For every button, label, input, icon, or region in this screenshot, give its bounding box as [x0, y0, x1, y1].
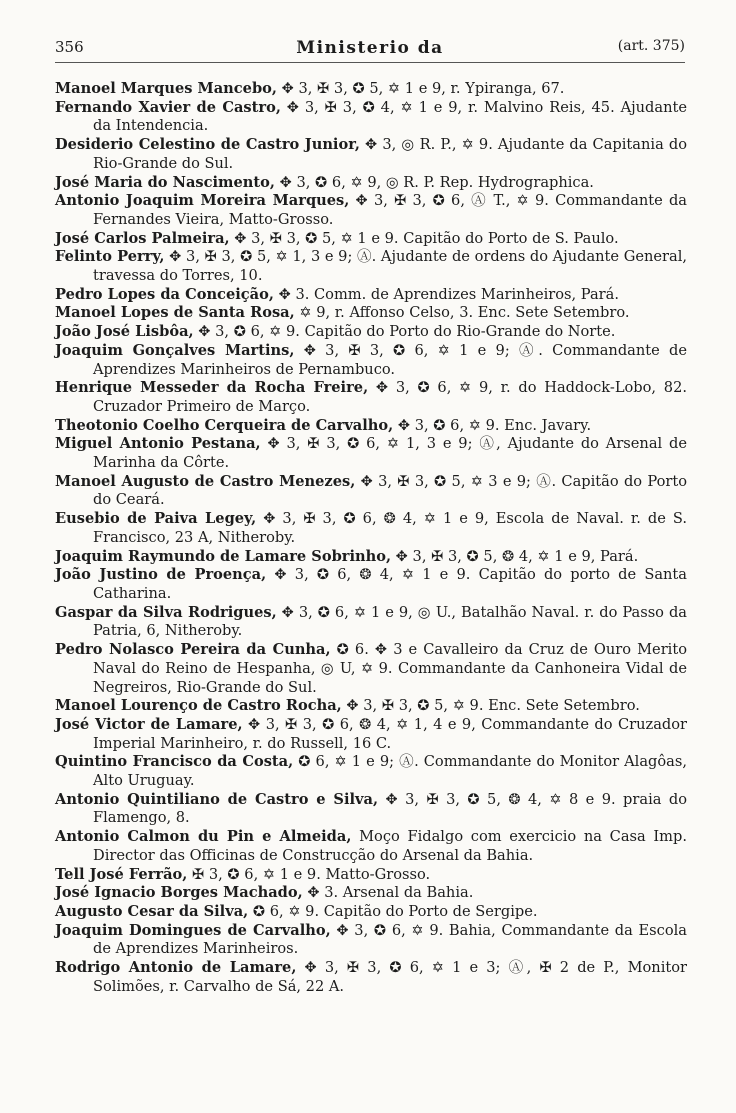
officer-name: Eusebio de Paiva Legey,	[55, 510, 257, 528]
officer-name: Miguel Antonio Pestana,	[55, 435, 261, 453]
officer-details: ✥ 3, ◎ R. P., ✡ 9. Ajudante da Capitania do Rio-Grande do Sul.	[93, 136, 687, 172]
officer-entry	[55, 566, 687, 603]
officer-details: ✥ 3, ✠ 3, ✪ 6, Ⓐ T., ✡ 9. Commandante da Fernandes Vieira, Matto-Grosso.	[93, 192, 687, 228]
officer-entry	[55, 473, 687, 510]
officer-details: ✥ 3, ✪ 6, ✡ 1 e 9, ◎ U., Batalhão Naval. r. do Passo da Patria, 6, Nitheroby.	[93, 603, 687, 640]
officer-name: Theotonio Coelho Cerqueira de Carvalho,	[55, 416, 394, 434]
officer-entry	[55, 641, 687, 697]
officer-details: ✥ 3, ✠ 3, ✪ 5, ✡ 1 e 9. Capitão do Porto de S. Paulo.	[229, 229, 619, 247]
officer-name: Pedro Nolasco Pereira da Cunha,	[55, 641, 331, 659]
officer-details: ✪ 6. ✥ 3 e Cavalleiro da Cruz de Ouro Merito Naval do Reino de Hespanha, ◎ U, ✡ 9. Commandante da Canhoneira Vidal de Negreiros, Rio-Grande do Sul.	[93, 641, 687, 696]
officer-details: ✥ 3, ✠ 3, ✪ 6, ✡ 1 e 3; Ⓐ, ✠ 2 de P., Monitor Solimões, r. Carvalho de Sá, 22 A.	[93, 959, 687, 995]
officer-details: ✠ 3, ✪ 6, ✡ 1 e 9. Matto-Grosso.	[187, 865, 431, 883]
officer-details: ✥ 3, ✠ 3, ✪ 6, ❂ 4, ✡ 1, 4 e 9, Commandante do Cruzador Imperial Marinheiro, r. do Russell, 16 C.	[93, 715, 687, 752]
officer-name: Antonio Joaquim Moreira Marques,	[55, 192, 350, 210]
officer-name: Manoel Marques Mancebo,	[55, 80, 277, 97]
officer-name: Rodrigo Antonio de Lamare,	[55, 959, 297, 977]
officer-name: Manoel Lourenço de Castro Rocha,	[55, 697, 342, 715]
officer-entry	[55, 697, 687, 716]
officer-entry	[55, 417, 687, 436]
officer-name: Antonio Quintiliano de Castro e Silva,	[55, 790, 379, 808]
officer-entry	[55, 323, 687, 342]
officer-details: ✥ 3, ✠ 3, ✪ 6, ✡ 1, 3 e 9; Ⓐ, Ajudante do Arsenal de Marinha da Côrte.	[93, 435, 688, 472]
officer-details: ✡ 9, r. Affonso Celso, 3. Enc. Sete Setembro.	[294, 304, 630, 322]
officer-entry	[55, 192, 687, 229]
officer-details: ✪ 6, ✡ 9. Capitão do Porto de Sergipe.	[248, 902, 538, 920]
officer-name: Fernando Xavier de Castro,	[55, 98, 281, 116]
officer-details: Moço Fidalgo com exercicio na Casa Imp. Director das Officinas de Construcção do Arsenal da Bahia.	[93, 828, 687, 864]
officer-details: ✥ 3, ✪ 6, ✡ 9, ◎ R. P. Rep. Hydrographica.	[274, 173, 594, 191]
officer-entry	[55, 286, 687, 305]
running-title: Ministerio da	[296, 38, 444, 58]
officer-entry	[55, 866, 687, 885]
officer-entry	[55, 959, 687, 996]
officer-name: Quintino Francisco da Costa,	[55, 753, 294, 771]
officer-details: ✥ 3, ✠ 3, ✪ 5, ✡ 1 e 9, r. Ypiranga, 67.	[276, 80, 565, 97]
officer-details: ✥ 3, ✪ 6, ✡ 9. Capitão do Porto do Rio-Grande do Norte.	[193, 323, 616, 341]
officer-entry	[55, 342, 687, 379]
officer-entry	[55, 903, 687, 922]
officer-entry	[55, 379, 687, 416]
officer-details: ✥ 3, ✠ 3, ✪ 5, ✡ 9. Enc. Sete Setembro.	[341, 697, 640, 715]
page-number: 356	[55, 38, 84, 56]
officer-details: ✥ 3, ✠ 3, ✪ 5, ✡ 1, 3 e 9; Ⓐ. Ajudante de ordens do Ajudante General, travessa do Torres, 10.	[93, 248, 688, 285]
officer-details: ✥ 3, ✪ 6, ✡ 9. Enc. Javary.	[393, 416, 592, 434]
officer-name: Antonio Calmon du Pin e Almeida,	[55, 828, 352, 846]
officer-name: José Ignacio Borges Machado,	[55, 884, 303, 902]
officer-details: ✥ 3, ✪ 6, ✡ 9. Bahia, Commandante da Escola de Aprendizes Marinheiros.	[93, 921, 687, 958]
officer-details: ✥ 3, ✠ 3, ✪ 6, ✡ 1 e 9; Ⓐ. Commandante de Aprendizes Marinheiros de Pernambuco.	[93, 341, 687, 378]
officer-entry	[55, 510, 687, 547]
officer-name: Tell José Ferrão,	[55, 865, 188, 883]
officer-entry	[55, 716, 687, 753]
officer-entry	[55, 304, 687, 323]
officer-name: João Justino de Proença,	[55, 566, 267, 584]
officer-name: Joaquim Raymundo de Lamare Sobrinho,	[55, 547, 392, 565]
officer-name: José Victor de Lamare,	[55, 715, 243, 733]
officer-details: ✪ 6, ✡ 1 e 9; Ⓐ. Commandante do Monitor Alagôas, Alto Uruguay.	[93, 753, 687, 790]
officer-name: Manoel Lopes de Santa Rosa,	[55, 304, 295, 322]
officer-name: Joaquim Domingues de Carvalho,	[55, 921, 331, 939]
officer-entry	[55, 99, 687, 136]
officer-entry	[55, 604, 687, 641]
officer-name: José Carlos Palmeira,	[55, 229, 230, 247]
officer-list	[55, 80, 687, 996]
officer-entry	[55, 80, 687, 99]
officer-details: ✥ 3, ✠ 3, ✪ 6, ❂ 4, ✡ 1 e 9, Escola de Naval. r. de S. Francisco, 23 A, Nitheroby.	[93, 510, 687, 546]
page-header	[55, 38, 685, 62]
officer-details: ✥ 3, ✪ 6, ✡ 9, r. do Haddock-Lobo, 82. Cruzador Primeiro de Março.	[93, 379, 687, 415]
officer-name: João José Lisbôa,	[55, 323, 194, 341]
officer-entry	[55, 791, 687, 828]
officer-name: Joaquim Gonçalves Martins,	[55, 341, 295, 359]
officer-details: ✥ 3, ✠ 3, ✪ 5, ✡ 3 e 9; Ⓐ. Capitão do Porto do Ceará.	[93, 472, 687, 509]
officer-name: Manoel Augusto de Castro Menezes,	[55, 472, 356, 490]
officer-entry	[55, 922, 687, 959]
officer-name: Desiderio Celestino de Castro Junior,	[55, 136, 360, 154]
officer-name: Felinto Perry,	[55, 248, 165, 266]
officer-name: Augusto Cesar da Silva,	[55, 902, 249, 920]
officer-details: ✥ 3. Arsenal da Bahia.	[302, 884, 474, 902]
officer-name: Henrique Messeder da Rocha Freire,	[55, 379, 369, 397]
officer-details: ✥ 3. Comm. de Aprendizes Marinheiros, Pará.	[273, 285, 619, 303]
officer-details: ✥ 3, ✠ 3, ✪ 4, ✡ 1 e 9, r. Malvino Reis, 45. Ajudante da Intendencia.	[93, 98, 687, 135]
officer-entry	[55, 753, 687, 790]
officer-entry	[55, 248, 687, 285]
officer-entry	[55, 174, 687, 193]
officer-entry	[55, 435, 687, 472]
officer-details: ✥ 3, ✪ 6, ❂ 4, ✡ 1 e 9. Capitão do porto de Santa Catharina.	[93, 566, 687, 602]
officer-name: Gaspar da Silva Rodrigues,	[55, 603, 277, 621]
officer-entry	[55, 884, 687, 903]
officer-name: José Maria do Nascimento,	[55, 173, 275, 191]
officer-entry	[55, 136, 687, 173]
article-reference: (art. 375)	[617, 38, 685, 54]
officer-entry	[55, 828, 687, 865]
officer-name: Pedro Lopes da Conceição,	[55, 285, 274, 303]
officer-entry	[55, 548, 687, 567]
header-rule	[55, 62, 685, 63]
officer-details: ✥ 3, ✠ 3, ✪ 5, ❂ 4, ✡ 1 e 9, Pará.	[391, 547, 639, 565]
officer-entry	[55, 230, 687, 249]
officer-details: ✥ 3, ✠ 3, ✪ 5, ❂ 4, ✡ 8 e 9. praia do Flamengo, 8.	[93, 790, 687, 827]
